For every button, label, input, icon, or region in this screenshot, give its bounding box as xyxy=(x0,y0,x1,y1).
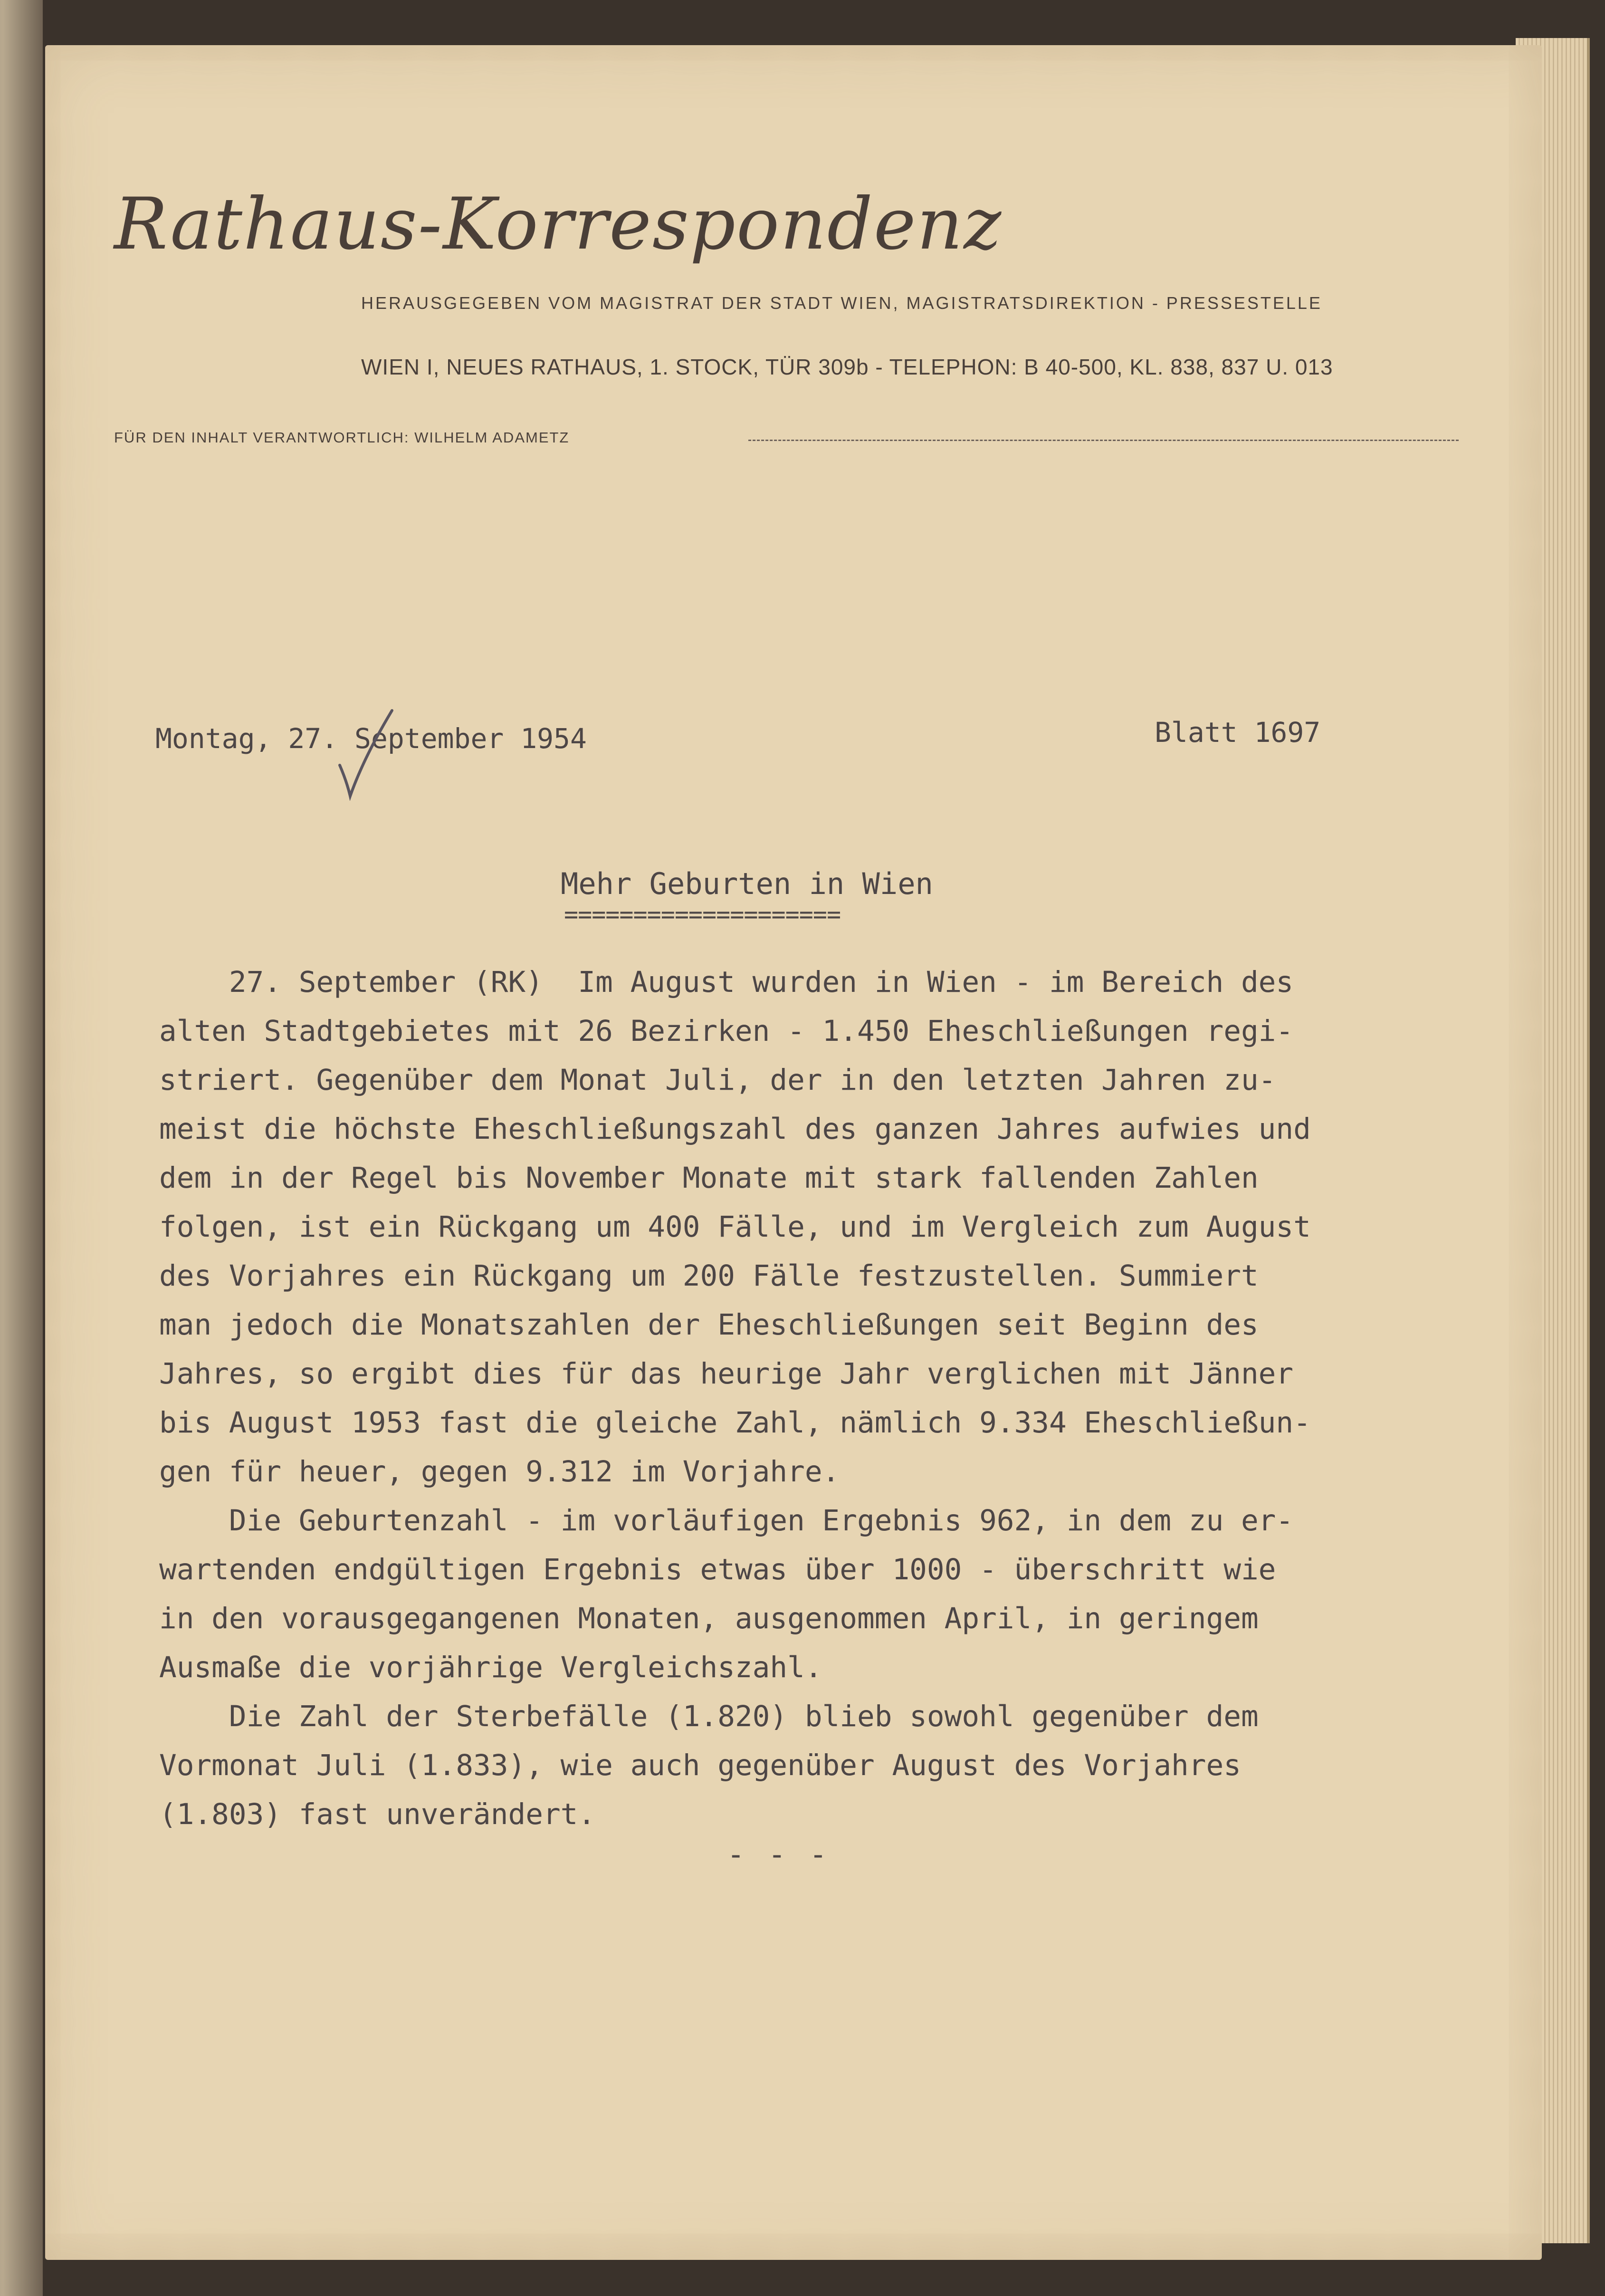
closing-dashes: - - - xyxy=(727,1837,830,1872)
masthead-rule xyxy=(748,440,1459,441)
body-line: Vormonat Juli (1.833), wie auch gegenüber August des Vorjahres xyxy=(159,1748,1241,1782)
adjacent-page-edge xyxy=(0,0,43,2296)
masthead-responsible: FÜR DEN INHALT VERANTWORTLICH: WILHELM ADAMETZ xyxy=(114,429,570,446)
body-line: (1.803) fast unverändert. xyxy=(159,1797,596,1831)
headline-underline: ==================== xyxy=(564,901,841,928)
handwritten-check-mark xyxy=(330,706,397,801)
body-line: gen für heuer, gegen 9.312 im Vorjahre. xyxy=(159,1455,840,1489)
body-line: dem in der Regel bis November Monate mit stark fallenden Zahlen xyxy=(159,1161,1259,1195)
document-page xyxy=(45,45,1542,2260)
body-line: folgen, ist ein Rückgang um 400 Fälle, und im Vergleich zum August xyxy=(159,1210,1311,1244)
body-line: alten Stadtgebietes mit 26 Bezirken - 1.450 Eheschließungen regi- xyxy=(159,1014,1294,1048)
body-line: des Vorjahres ein Rückgang um 200 Fälle festzustellen. Summiert xyxy=(159,1259,1259,1293)
masthead-title: Rathaus-Korrespondenz xyxy=(114,183,1003,266)
body-line: striert. Gegenüber dem Monat Juli, der in den letzten Jahren zu- xyxy=(159,1063,1276,1097)
body-line: Die Zahl der Sterbefälle (1.820) blieb sowohl gegenüber dem xyxy=(159,1700,1259,1733)
body-line: Die Geburtenzahl - im vorläufigen Ergebnis 962, in dem zu er- xyxy=(159,1504,1294,1537)
sheet-number: Blatt 1697 xyxy=(1155,716,1321,749)
article-body xyxy=(159,958,1480,1839)
body-line: bis August 1953 fast die gleiche Zahl, nämlich 9.334 Eheschließun- xyxy=(159,1406,1311,1440)
body-line: man jedoch die Monatszahlen der Eheschließungen seit Beginn des xyxy=(159,1308,1259,1342)
body-line: 27. September (RK) Im August wurden in Wien - im Bereich des xyxy=(159,965,1294,999)
masthead-publisher: HERAUSGEGEBEN VOM MAGISTRAT DER STADT WIEN, MAGISTRATSDIREKTION - PRESSESTELLE xyxy=(361,293,1322,313)
body-line: wartenden endgültigen Ergebnis etwas über 1000 - überschritt wie xyxy=(159,1553,1276,1586)
body-line: meist die höchste Eheschließungszahl des ganzen Jahres aufwies und xyxy=(159,1112,1311,1146)
date-line: Montag, 27. September 1954 xyxy=(155,722,587,755)
article-headline: Mehr Geburten in Wien xyxy=(561,866,933,901)
masthead-address: WIEN I, NEUES RATHAUS, 1. STOCK, TÜR 309b - TELEPHON: B 40-500, KL. 838, 837 U. 013 xyxy=(361,355,1333,379)
body-line: in den vorausgegangenen Monaten, ausgenommen April, in geringem xyxy=(159,1602,1259,1635)
body-line: Ausmaße die vorjährige Vergleichszahl. xyxy=(159,1651,822,1684)
body-line: Jahres, so ergibt dies für das heurige Jahr verglichen mit Jänner xyxy=(159,1357,1294,1391)
